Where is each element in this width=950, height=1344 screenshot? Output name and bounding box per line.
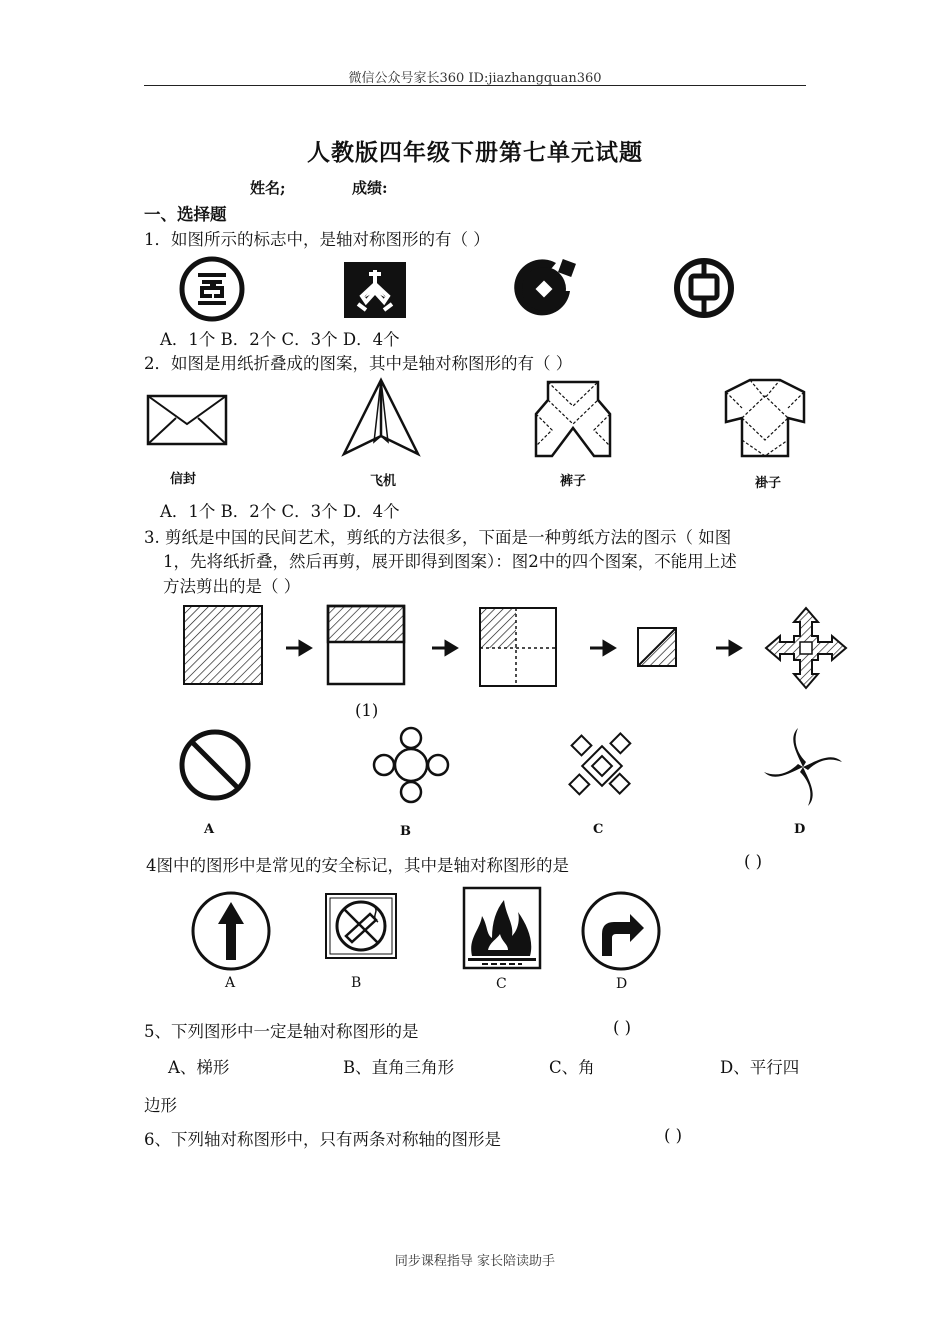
q6-text: 6、下列轴对称图形中，只有两条对称轴的图形是 bbox=[144, 1130, 501, 1149]
q2-text: 2．如图是用纸折叠成的图案，其中是轴对称图形的有（ ） bbox=[144, 354, 573, 373]
q4-text: 4图中的图形中是常见的安全标记，其中是轴对称图形的是 bbox=[146, 856, 569, 875]
q4-label-d: D bbox=[616, 976, 628, 992]
q3-label-a: A bbox=[204, 822, 215, 837]
page-footer: 同步课程指导 家长陪读助手 bbox=[394, 1254, 556, 1269]
q5-answer-paren: ( ) bbox=[613, 1018, 632, 1037]
q3-line3: 方法剪出的是（ ） bbox=[163, 577, 301, 596]
four-circles-figure bbox=[370, 726, 452, 804]
q5-text: 5、下列图形中一定是轴对称图形的是 bbox=[144, 1022, 419, 1041]
q3-line1: 3. 剪纸是中国的民间艺术，剪纸的方法很多，下面是一种剪纸方法的图示（ 如图 bbox=[144, 528, 732, 547]
q4-label-b: B bbox=[351, 975, 362, 991]
fire-hazard-sign-icon bbox=[462, 886, 542, 970]
name-label: 姓名; bbox=[250, 179, 286, 197]
arrow-up-sign-icon bbox=[190, 890, 272, 972]
no-smoking-sign-icon bbox=[324, 892, 398, 960]
q4-label-a: A bbox=[225, 975, 236, 991]
q1-options: A．1个 B．2个 C．3个 D．4个 bbox=[160, 330, 400, 349]
q1-text: 1．如图所示的标志中，是轴对称图形的有（ ） bbox=[144, 230, 490, 249]
score-label: 成绩: bbox=[352, 179, 388, 197]
q4-label-c: C bbox=[496, 976, 507, 992]
turn-right-sign-icon bbox=[580, 890, 662, 972]
section-title: 一、选择题 bbox=[144, 205, 227, 224]
caption-jacket: 褂子 bbox=[755, 476, 782, 491]
q5-option-c: C、角 bbox=[549, 1058, 595, 1077]
caption-pants: 裤子 bbox=[560, 474, 587, 489]
caption-envelope: 信封 bbox=[170, 472, 197, 487]
q2-options: A．1个 B．2个 C．3个 D．4个 bbox=[160, 502, 400, 521]
q3-line2: 1，先将纸折叠，然后再剪，展开即得到图案）：图2中的四个图案，不能用上述 bbox=[163, 552, 737, 571]
page-title: 人教版四年级下册第七单元试题 bbox=[307, 139, 643, 166]
q6-answer-paren: ( ) bbox=[664, 1126, 683, 1145]
diamond-knot-figure bbox=[562, 726, 642, 806]
no-entry-circle-figure bbox=[178, 728, 252, 802]
q5-option-d-wrap: 边形 bbox=[144, 1096, 177, 1115]
swirl-figure bbox=[758, 724, 848, 810]
q5-option-a: A、梯形 bbox=[168, 1058, 230, 1077]
page-header: 微信公众号家长360 ID:jiazhangquan360 bbox=[348, 71, 602, 86]
q3-label-b: B bbox=[400, 824, 411, 839]
q5-option-d: D、平行四 bbox=[720, 1058, 800, 1077]
q4-answer-paren: ( ) bbox=[744, 852, 763, 871]
q5-option-b: B、直角三角形 bbox=[343, 1058, 455, 1077]
q3-label-c: C bbox=[593, 822, 604, 837]
figure-1-label: (1) bbox=[355, 701, 379, 720]
q3-label-d: D bbox=[794, 822, 806, 837]
caption-plane: 飞机 bbox=[370, 474, 397, 489]
